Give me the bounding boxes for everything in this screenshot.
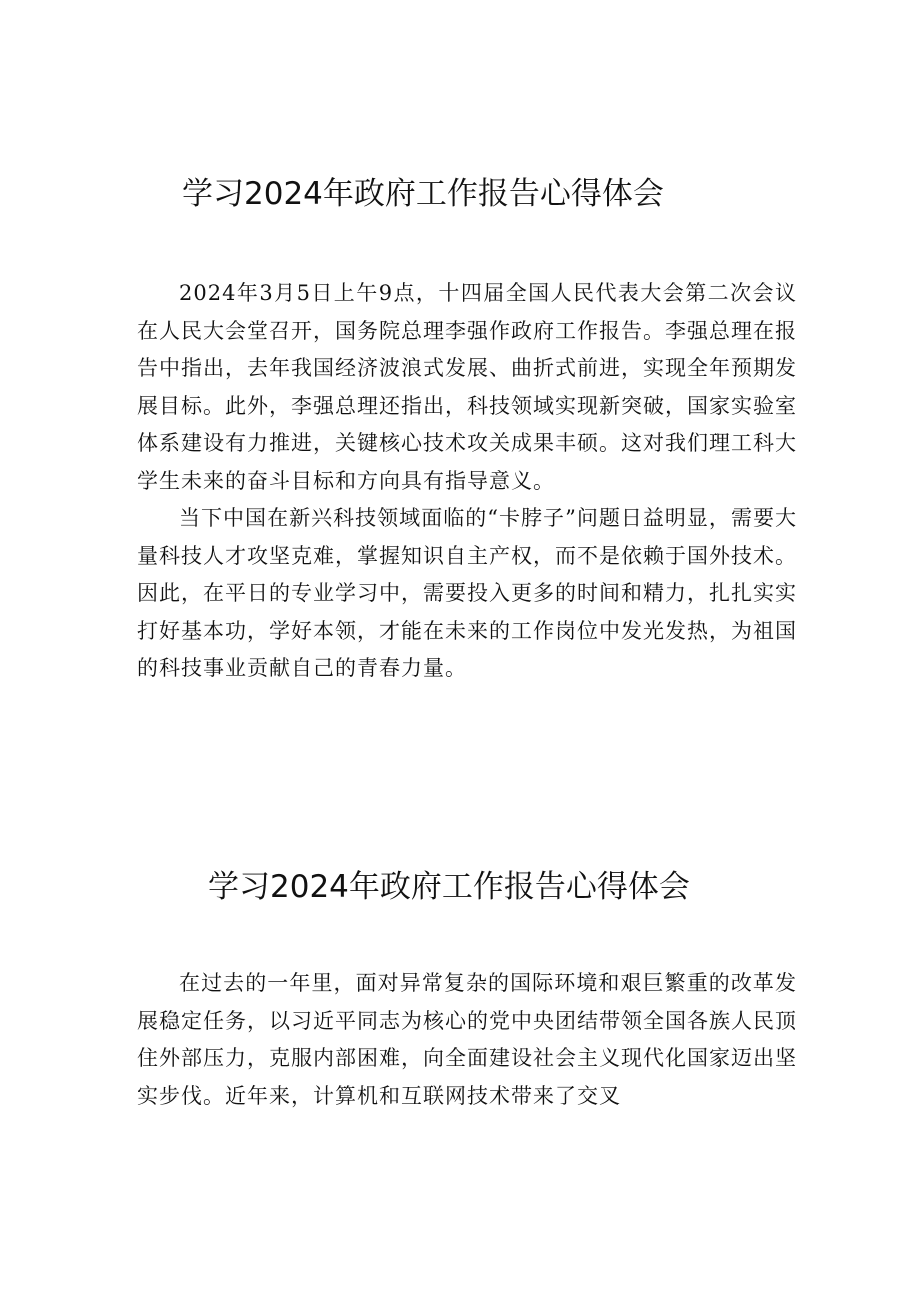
- essay-title-2: 学习2024年政府工作报告心得体会: [208, 869, 690, 905]
- essay-body-2: [137, 965, 797, 1115]
- essay-body-1: [137, 275, 797, 688]
- essay-2-paragraph-1: 在过去的一年里，面对异常复杂的国际环境和艰巨繁重的改革发展稳定任务，以习近平同志为核心的党中央团结带领全国各族人民顶住外部压力，克服内部困难，向全面建设社会主义现代化国家迈出坚实步伐。近年来，计算机和互联网技术带来了交叉: [137, 971, 797, 1108]
- essay-1-paragraph-1: 2024年3月5日上午9点，十四届全国人民代表大会第二次会议在人民大会堂召开，国务院总理李强作政府工作报告。李强总理在报告中指出，去年我国经济波浪式发展、曲折式前进，实现全年预期发展目标。此外，李强总理还指出，科技领域实现新突破，国家实验室体系建设有力推进，关键核心技术攻关成果丰硕。这对我们理工科大学生未来的奋斗目标和方向具有指导意义。: [137, 281, 797, 493]
- essay-title-1: 学习2024年政府工作报告心得体会: [182, 176, 664, 212]
- essay-1-paragraph-2: 当下中国在新兴科技领域面临的“卡脖子”问题日益明显，需要大量科技人才攻坚克难，掌握知识自主产权，而不是依赖于国外技术。因此，在平日的专业学习中，需要投入更多的时间和精力，扎扎实实打好基本功，学好本领，才能在未来的工作岗位中发光发热，为祖国的科技事业贡献自己的青春力量。: [137, 506, 797, 680]
